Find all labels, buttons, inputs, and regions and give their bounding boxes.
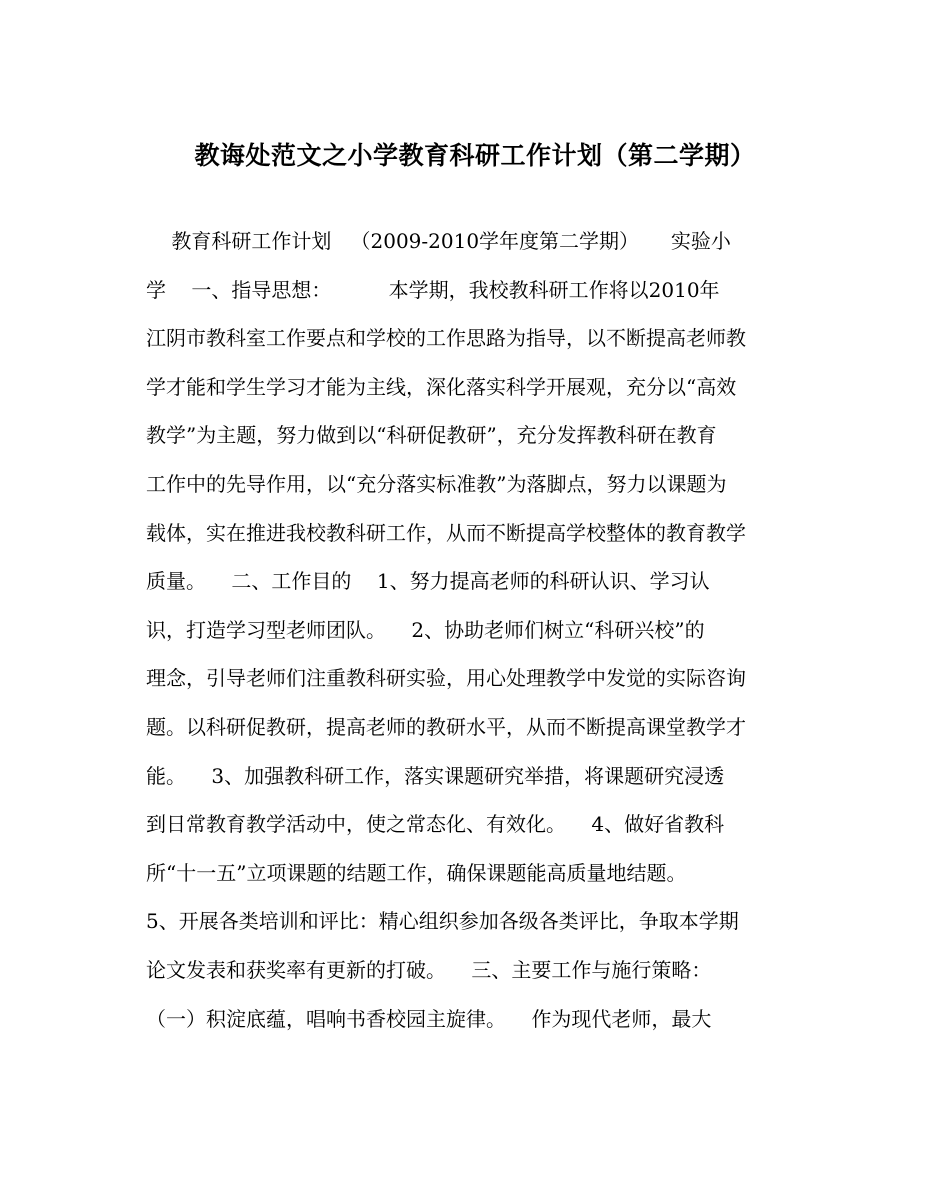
- body-line: 教学”为主题，努力做到以“科研促教研”，充分发挥教科研在教育: [146, 423, 717, 448]
- document-title: 教诲处范文之小学教育科研工作计划（第二学期）: [194, 141, 756, 170]
- body-line: 论文发表和获奖率有更新的打破。 三、主要工作与施行策略：: [146, 957, 712, 982]
- body-line: 教育科研工作计划 （2009-2010学年度第二学期） 实验小: [146, 229, 731, 253]
- body-line: 理念，引导老师们注重教科研实验，用心处理教学中发觉的实际咨询: [146, 666, 746, 691]
- body-line: 题。以科研促教研，提高老师的教研水平，从而不断提高课堂教学才: [146, 714, 746, 739]
- body-line: 识，打造学习型老师团队。 2、协助老师们树立“科研兴校”的: [146, 617, 705, 642]
- body-line: 工作中的先导作用，以“充分落实标准教”为落脚点，努力以课题为: [146, 471, 727, 496]
- body-line: 到日常教育教学活动中，使之常态化、有效化。 4、做好省教科: [146, 812, 725, 837]
- body-line: 能。 3、加强教科研工作，落实课题研究举措，将课题研究浸透: [146, 763, 725, 788]
- body-line: 学 一、指导思想： 本学期，我校教科研工作将以2010年: [146, 277, 720, 302]
- body-line: 载体，实在推进我校教科研工作，从而不断提高学校整体的教育教学: [146, 520, 746, 545]
- body-line: 5、开展各类培训和评比：精心组织参加各级各类评比，争取本学期: [146, 909, 739, 934]
- body-line: （一）积淀底蕴，唱响书香校园主旋律。 作为现代老师，最大: [146, 1006, 712, 1031]
- body-line: 所“十一五”立项课题的结题工作，确保课题能高质量地结题。: [146, 860, 687, 885]
- body-line: 学才能和学生学习才能为主线，深化落实科学开展观，充分以“高效: [146, 374, 737, 399]
- document-body: [146, 217, 826, 1043]
- body-line: 质量。 二、工作目的 1、努力提高老师的科研认识、学习认: [146, 569, 710, 594]
- body-line: 江阴市教科室工作要点和学校的工作思路为指导，以不断提高老师教: [146, 326, 746, 351]
